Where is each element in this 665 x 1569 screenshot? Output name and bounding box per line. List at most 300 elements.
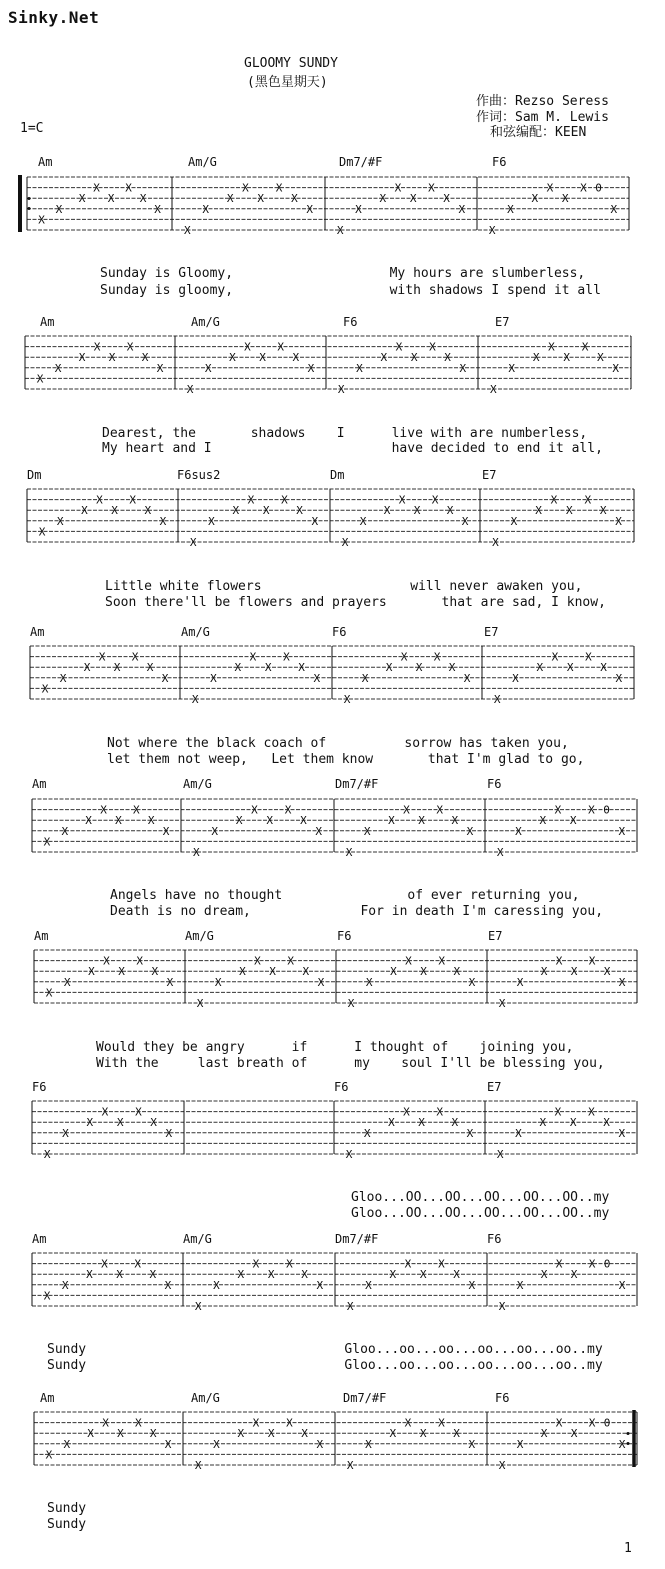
tab-note: X xyxy=(186,383,194,396)
tab-note: X xyxy=(403,803,410,817)
tab-note: X xyxy=(149,1268,157,1282)
tab-note: X xyxy=(458,202,466,216)
chord-label: Dm7/#F xyxy=(339,155,383,169)
tab-note: X xyxy=(41,682,49,696)
tab-note: X xyxy=(146,661,154,675)
tab-note: X xyxy=(570,1427,578,1441)
tab-note: X xyxy=(208,514,215,528)
tab-note: X xyxy=(244,340,251,354)
tab-note: X xyxy=(531,192,539,206)
tab-note: X xyxy=(251,803,258,817)
chord-label: E7 xyxy=(488,929,503,943)
tab-note: X xyxy=(405,954,412,968)
tab-note: X xyxy=(385,661,393,675)
tab-note: X xyxy=(343,693,351,706)
tab-note: X xyxy=(341,536,349,549)
tab-note: X xyxy=(283,650,290,664)
tab-note: X xyxy=(404,1416,412,1430)
tab-note: X xyxy=(88,965,95,979)
tab-note: X xyxy=(54,361,62,375)
tab-note: X xyxy=(136,954,144,968)
tab-note: X xyxy=(204,361,212,375)
tab-note: X xyxy=(489,383,497,396)
tab-note: X xyxy=(453,1268,460,1282)
tab-note: X xyxy=(419,1427,427,1441)
tab-note: X xyxy=(315,824,323,838)
lyric-line: Sundy xyxy=(47,1501,87,1516)
chord-label: Am xyxy=(32,777,47,791)
tab-note: X xyxy=(459,361,467,375)
tab-note: X xyxy=(496,1148,504,1161)
tab-note: X xyxy=(116,1116,124,1130)
lyric-line: Death is no dream, For in death I'm caressing you, xyxy=(110,904,604,919)
chord-label: F6 xyxy=(487,777,502,791)
tab-note: X xyxy=(277,340,285,354)
lyric-line: Dearest, the shadows I live with are numberless, xyxy=(102,426,588,441)
tab-note: 0 xyxy=(603,1416,611,1430)
tab-note: X xyxy=(535,504,542,518)
tab-note: X xyxy=(93,181,100,195)
tab-note: X xyxy=(466,824,474,838)
tab-note: X xyxy=(59,671,67,685)
tab-note: X xyxy=(379,192,387,206)
tab-note: X xyxy=(115,814,122,828)
lyric-line: My heart and I have decided to end it all, xyxy=(102,441,603,456)
tab-note: X xyxy=(156,361,164,375)
tab-note: X xyxy=(56,514,64,528)
lyric-line: Sundy Gloo...oo...oo...oo...oo...oo..my xyxy=(47,1342,603,1357)
tab-note: 0 xyxy=(603,1257,611,1271)
tab-note: X xyxy=(45,986,53,1000)
tab-note: X xyxy=(581,340,589,354)
tab-note: X xyxy=(275,181,283,195)
tab-note: X xyxy=(337,383,345,396)
chord-label: Am/G xyxy=(183,1232,212,1246)
tab-note: X xyxy=(38,213,45,227)
tab-note: X xyxy=(257,192,265,206)
tab-note: X xyxy=(496,846,504,859)
tab-note: X xyxy=(162,824,170,838)
tab-note: X xyxy=(101,1105,109,1119)
tab-note: X xyxy=(345,846,353,859)
tab-note: X xyxy=(443,192,450,206)
tab-note: X xyxy=(103,954,110,968)
tab-note: X xyxy=(446,504,454,518)
tab-note: X xyxy=(81,504,88,518)
tab-note: X xyxy=(43,835,51,849)
tab-note: X xyxy=(213,1437,220,1451)
tab-note: X xyxy=(428,181,435,195)
tab-note: X xyxy=(302,965,310,979)
tab-note: X xyxy=(43,1289,51,1303)
tab-note: X xyxy=(365,1278,372,1292)
tab-note: X xyxy=(468,1278,476,1292)
tab-note: X xyxy=(588,1416,596,1430)
tab-note: X xyxy=(317,975,325,989)
tab-note: X xyxy=(284,803,292,817)
tab-note: X xyxy=(420,965,427,979)
lyric-line: Would they be angry if I thought of joining you, xyxy=(96,1040,574,1055)
tab-note: X xyxy=(239,965,246,979)
tab-note: X xyxy=(365,975,373,989)
chord-label: F6 xyxy=(492,155,507,169)
tab-note: X xyxy=(116,1268,123,1282)
chord-label: Am xyxy=(40,1391,55,1405)
tab-note: X xyxy=(466,1126,474,1140)
tab-note: X xyxy=(313,671,321,685)
tab-note: X xyxy=(618,975,626,989)
tab-note: X xyxy=(126,340,134,354)
tab-note: X xyxy=(141,351,149,365)
tab-note: X xyxy=(55,202,63,216)
chord-label: F6sus2 xyxy=(177,468,221,482)
chord-label: Dm xyxy=(27,468,42,482)
tab-note: X xyxy=(211,824,218,838)
tab-note: X xyxy=(316,1278,324,1292)
tab-note: X xyxy=(409,192,417,206)
tab-note: X xyxy=(311,514,319,528)
arranger-credit: 和弦编配：KEEN xyxy=(490,125,587,140)
tab-note: X xyxy=(63,1437,71,1451)
tab-note: X xyxy=(86,1116,94,1130)
tab-note: X xyxy=(100,803,107,817)
tab-note: X xyxy=(436,1105,444,1119)
tab-note: X xyxy=(618,824,626,838)
tab-note: X xyxy=(536,661,544,675)
tab-note: X xyxy=(418,1116,425,1130)
tab-note: X xyxy=(125,181,132,195)
tab-note: X xyxy=(539,1116,547,1130)
tab-note: X xyxy=(194,1300,202,1313)
tab-note: X xyxy=(388,1116,395,1130)
lyric-line: Gloo...OO...OO...OO...OO...OO..my xyxy=(351,1206,610,1221)
tab-note: X xyxy=(226,192,234,206)
tab-note: X xyxy=(292,351,300,365)
tab-note: X xyxy=(111,504,118,518)
chord-label: F6 xyxy=(334,1080,349,1094)
tab-note: X xyxy=(507,202,514,216)
tab-note: X xyxy=(237,1427,245,1441)
tab-note: X xyxy=(237,1268,245,1282)
tab-note: X xyxy=(87,1427,94,1441)
tab-note: X xyxy=(267,1427,275,1441)
tab-note: X xyxy=(45,1448,53,1462)
tab-note: X xyxy=(107,192,115,206)
tab-note: X xyxy=(139,192,147,206)
tab-note: X xyxy=(554,803,562,817)
tab-note: X xyxy=(63,975,71,989)
tab-note: X xyxy=(468,975,476,989)
chord-label: Dm7/#F xyxy=(343,1391,387,1405)
tab-note: X xyxy=(516,1278,524,1292)
tab-note: X xyxy=(213,1278,220,1292)
chord-label: Am/G xyxy=(191,1391,220,1405)
tab-note: X xyxy=(555,1257,563,1271)
lyric-line: With the last breath of my soul I'll be blessing you, xyxy=(96,1056,605,1071)
tab-note: X xyxy=(267,1268,275,1282)
tab-note: X xyxy=(551,650,559,664)
chord-label: Dm7/#F xyxy=(335,777,379,791)
tab-note: X xyxy=(410,351,418,365)
tab-note: X xyxy=(603,965,611,979)
tab-note: X xyxy=(164,1437,172,1451)
tab-note: X xyxy=(395,340,403,354)
repeat-dot xyxy=(28,207,31,210)
tab-note: X xyxy=(131,650,139,664)
tab-note: X xyxy=(269,965,276,979)
lyric-line: Angels have no thought of ever returning you, xyxy=(110,888,580,903)
tab-note: X xyxy=(259,351,266,365)
tab-note: X xyxy=(264,661,272,675)
composer-credit: 作曲：Rezso Seress xyxy=(476,94,609,109)
lyric-line: Sunday is Gloomy, My hours are slumberless, xyxy=(100,266,586,281)
tab-note: X xyxy=(389,1268,397,1282)
tab-note: X xyxy=(363,1126,371,1140)
tab-note: X xyxy=(468,1437,476,1451)
tab-note: X xyxy=(508,361,515,375)
tab-note: X xyxy=(453,1427,460,1441)
tab-note: X xyxy=(93,340,101,354)
chord-label: F6 xyxy=(343,315,358,329)
tab-note: X xyxy=(388,814,395,828)
tab-note: X xyxy=(249,650,257,664)
tab-note: X xyxy=(129,493,137,507)
chord-label: E7 xyxy=(482,468,497,482)
key-signature: 1=C xyxy=(20,121,44,136)
tab-note: X xyxy=(419,1268,427,1282)
chord-label: Am/G xyxy=(181,625,210,639)
tab-note: X xyxy=(444,351,451,365)
tab-note: X xyxy=(83,661,91,675)
tab-note: X xyxy=(550,493,558,507)
tab-note: X xyxy=(415,661,423,675)
tab-note: X xyxy=(151,965,159,979)
tab-note: X xyxy=(166,975,174,989)
tab-note: X xyxy=(307,361,315,375)
tab-note: X xyxy=(234,661,242,675)
tab-note: X xyxy=(355,202,362,216)
lyric-line: Sundy Gloo...oo...oo...oo...oo...oo..my xyxy=(47,1358,603,1373)
tab-note: X xyxy=(287,954,295,968)
tab-note: X xyxy=(135,1105,142,1119)
tab-note: X xyxy=(580,181,587,195)
tab-note: 0 xyxy=(603,803,610,817)
tab-note: X xyxy=(400,650,408,664)
tab-note: X xyxy=(548,340,555,354)
tab-note: X xyxy=(418,814,425,828)
tab-note: X xyxy=(150,1116,157,1130)
lyric-line: Little white flowers will never awaken you, xyxy=(105,579,583,594)
tab-note: X xyxy=(298,661,305,675)
tab-note: X xyxy=(62,1126,69,1140)
tab-note: X xyxy=(118,965,125,979)
tab-note: X xyxy=(301,1427,308,1441)
tab-note: X xyxy=(398,493,406,507)
tab-note: X xyxy=(516,975,524,989)
tab-note: X xyxy=(359,514,367,528)
tab-note: X xyxy=(539,814,547,828)
tab-note: X xyxy=(510,514,518,528)
tab-note: X xyxy=(229,351,236,365)
tab-note: X xyxy=(235,814,243,828)
tab-note: X xyxy=(132,803,140,817)
tab-note: X xyxy=(301,1268,308,1282)
tab-note: X xyxy=(252,1416,260,1430)
lyricist-credit: 作词：Sam M. Lewis xyxy=(476,110,609,125)
song-title: GLOOMY SUNDY xyxy=(244,56,338,71)
lyric-line: Not where the black coach of sorrow has taken you, xyxy=(107,736,569,751)
tab-note: X xyxy=(154,202,161,216)
tab-note: X xyxy=(512,671,519,685)
tab-note: X xyxy=(346,1300,354,1313)
tab-note: X xyxy=(431,493,439,507)
tab-note: X xyxy=(488,224,496,237)
tab-note: X xyxy=(570,1268,578,1282)
tab-note: X xyxy=(361,671,369,685)
tab-note: X xyxy=(194,1459,202,1472)
tab-note: X xyxy=(134,1257,142,1271)
chord-label: Dm xyxy=(330,468,345,482)
tab-note: X xyxy=(498,997,506,1010)
chord-label: F6 xyxy=(32,1080,47,1094)
chord-label: F6 xyxy=(495,1391,510,1405)
repeat-dot xyxy=(627,1432,630,1435)
tab-note: X xyxy=(597,351,604,365)
tab-note: X xyxy=(363,824,371,838)
tab-note: X xyxy=(429,340,436,354)
tab-note: X xyxy=(345,1148,353,1161)
tab-note: X xyxy=(570,965,578,979)
tab-note: X xyxy=(404,1257,412,1271)
tab-note: X xyxy=(451,1116,459,1130)
tab-note: X xyxy=(96,493,103,507)
tab-note: X xyxy=(196,997,204,1010)
tab-note: X xyxy=(101,1257,108,1271)
tab-note: X xyxy=(566,661,574,675)
lyric-line: Sundy xyxy=(47,1517,87,1532)
chord-label: E7 xyxy=(487,1080,502,1094)
tab-note: X xyxy=(356,361,363,375)
tab-note: X xyxy=(165,1126,173,1140)
chord-label: Am xyxy=(32,1232,47,1246)
tab-note: X xyxy=(113,661,121,675)
tab-note: 0 xyxy=(595,181,602,195)
tab-note: X xyxy=(300,814,307,828)
tab-note: X xyxy=(588,1105,595,1119)
tab-note: X xyxy=(610,202,618,216)
tab-note: X xyxy=(242,181,249,195)
chord-label: F6 xyxy=(337,929,352,943)
chord-label: F6 xyxy=(332,625,347,639)
tab-note: X xyxy=(461,514,469,528)
chord-label: E7 xyxy=(484,625,499,639)
tab-note: X xyxy=(615,671,623,685)
tab-note: X xyxy=(108,351,116,365)
tab-note: X xyxy=(247,493,255,507)
tab-note: X xyxy=(436,803,444,817)
chord-label: Am xyxy=(38,155,53,169)
song-subtitle: (黑色星期天) xyxy=(247,75,328,90)
tab-note: X xyxy=(498,1300,506,1313)
tab-note: X xyxy=(214,975,222,989)
tab-note: X xyxy=(569,814,577,828)
tab-note: X xyxy=(540,1427,548,1441)
tab-note: X xyxy=(493,693,501,706)
tab-note: X xyxy=(588,803,595,817)
tab-note: X xyxy=(413,504,421,518)
tab-note: X xyxy=(566,504,573,518)
tab-note: X xyxy=(98,650,106,664)
tab-note: X xyxy=(286,1416,293,1430)
tab-note: X xyxy=(516,1437,524,1451)
tab-note: X xyxy=(117,1427,124,1441)
tab-note: X xyxy=(192,846,200,859)
tab-note: X xyxy=(438,954,446,968)
lyric-line: Soon there'll be flowers and prayers that are sad, I know, xyxy=(105,595,606,610)
tab-note: X xyxy=(347,997,355,1010)
chord-label: E7 xyxy=(495,315,510,329)
tab-note: X xyxy=(306,202,314,216)
tab-note: X xyxy=(463,671,471,685)
tab-note: X xyxy=(134,1416,142,1430)
tab-note: X xyxy=(266,814,274,828)
tab-note: X xyxy=(448,661,456,675)
tab-note: X xyxy=(191,693,199,706)
lyric-line: let them not weep, Let them know that I'm glad to go, xyxy=(107,752,585,767)
tab-note: X xyxy=(296,504,303,518)
tab-note: X xyxy=(78,192,86,206)
chord-label: Am/G xyxy=(183,777,212,791)
tab-note: X xyxy=(554,1105,562,1119)
tab-note: X xyxy=(618,1437,626,1451)
tab-note: X xyxy=(38,525,46,539)
tab-note: X xyxy=(286,1257,293,1271)
tab-note: X xyxy=(210,671,217,685)
tab-note: X xyxy=(515,824,522,838)
tab-note: X xyxy=(563,351,571,365)
tab-note: X xyxy=(584,493,592,507)
tab-note: X xyxy=(603,1116,610,1130)
chord-label: Am xyxy=(30,625,45,639)
tab-note: X xyxy=(365,1437,372,1451)
tab-note: X xyxy=(438,1416,445,1430)
tab-note: X xyxy=(453,965,461,979)
tab-note: X xyxy=(291,192,298,206)
tab-note: X xyxy=(588,954,596,968)
tab-note: X xyxy=(599,504,607,518)
tab-note: X xyxy=(618,1278,626,1292)
chord-label: Am/G xyxy=(188,155,217,169)
tab-note: X xyxy=(262,504,270,518)
tab-note: X xyxy=(546,181,554,195)
tab-note: X xyxy=(438,1257,445,1271)
tab-note: X xyxy=(252,1257,260,1271)
tab-note: X xyxy=(451,814,459,828)
tab-note: X xyxy=(61,824,69,838)
tab-note: X xyxy=(159,514,167,528)
tab-note: X xyxy=(615,514,622,528)
tab-note: X xyxy=(149,1427,157,1441)
tab-note: X xyxy=(515,1126,522,1140)
tab-note: X xyxy=(380,351,388,365)
tab-note: X xyxy=(600,661,607,675)
tab-note: X xyxy=(202,202,209,216)
tab-note: X xyxy=(540,965,548,979)
tab-note: X xyxy=(61,1278,69,1292)
tab-note: X xyxy=(36,372,44,386)
tab-note: X xyxy=(585,650,592,664)
tab-note: X xyxy=(555,1416,563,1430)
